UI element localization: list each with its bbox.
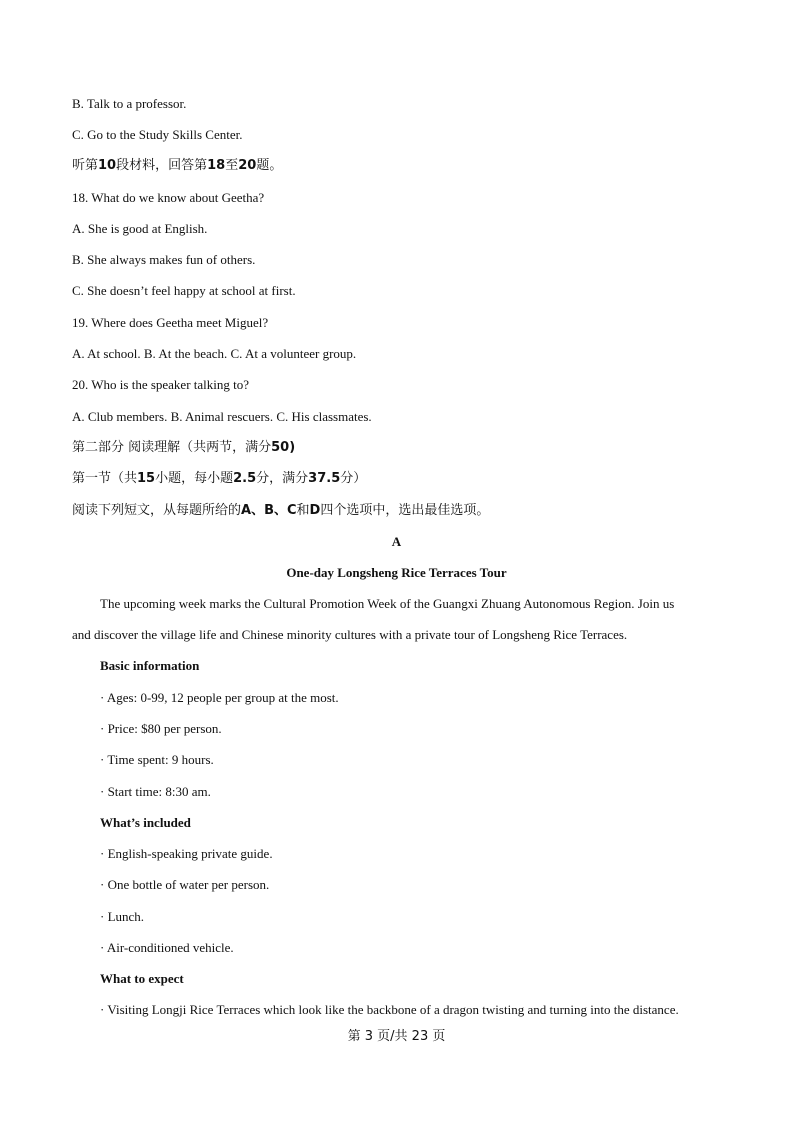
option-text: B. She always makes fun of others. xyxy=(72,252,256,267)
listening-instruction: 听第10段材料，回答第18至20题。 xyxy=(72,158,283,173)
list-item: · One bottle of water per person. xyxy=(100,877,270,892)
list-item: · Lunch. xyxy=(100,909,145,924)
page-footer: 第 3 页/共 23 页 xyxy=(347,1029,446,1044)
list-item: · Ages: 0-99, 12 people per group at the most. xyxy=(100,690,339,705)
list-item: · Visiting Longji Rice Terraces which look like the backbone of a dragon twisting and turning into the distance. xyxy=(100,1002,679,1017)
list-item: · Price: $80 per person. xyxy=(100,721,222,736)
intro-paragraph-line1: The upcoming week marks the Cultural Promotion Week of the Guangxi Zhuang Autonomous Region. Join us xyxy=(100,596,675,611)
basic-info-heading: Basic information xyxy=(100,658,200,673)
option-text: C. She doesn’t feel happy at school at first. xyxy=(72,283,296,298)
included-heading: What’s included xyxy=(100,815,191,830)
option-text: A. At school. B. At the beach. C. At a volunteer group. xyxy=(72,346,357,361)
option-text: A. Club members. B. Animal rescuers. C. His classmates. xyxy=(72,409,372,424)
question-text: 18. What do we know about Geetha? xyxy=(72,190,265,205)
expect-heading: What to expect xyxy=(100,971,184,986)
intro-paragraph-line2: and discover the village life and Chinese minority cultures with a private tour of Longsheng Rice Terraces. xyxy=(72,627,628,642)
list-item: · English-speaking private guide. xyxy=(100,846,273,861)
question-text: 19. Where does Geetha meet Miguel? xyxy=(72,315,269,330)
list-item: · Time spent: 9 hours. xyxy=(100,752,214,767)
list-item: · Start time: 8:30 am. xyxy=(100,784,211,799)
part-heading: 第二部分 阅读理解（共两节，满分50) xyxy=(72,440,296,455)
question-text: 20. Who is the speaker talking to? xyxy=(72,377,250,392)
passage-letter: A xyxy=(391,534,402,549)
reading-instruction: 阅读下列短文，从每题所给的A、B、C和D四个选项中，选出最佳选项。 xyxy=(72,503,490,518)
option-text: B. Talk to a professor. xyxy=(72,96,187,111)
list-item: · Air-conditioned vehicle. xyxy=(100,940,234,955)
option-text: A. She is good at English. xyxy=(72,221,208,236)
passage-title: One-day Longsheng Rice Terraces Tour xyxy=(286,565,507,580)
section-heading: 第一节（共15小题，每小题2.5分，满分37.5分） xyxy=(72,471,367,486)
option-text: C. Go to the Study Skills Center. xyxy=(72,127,243,142)
